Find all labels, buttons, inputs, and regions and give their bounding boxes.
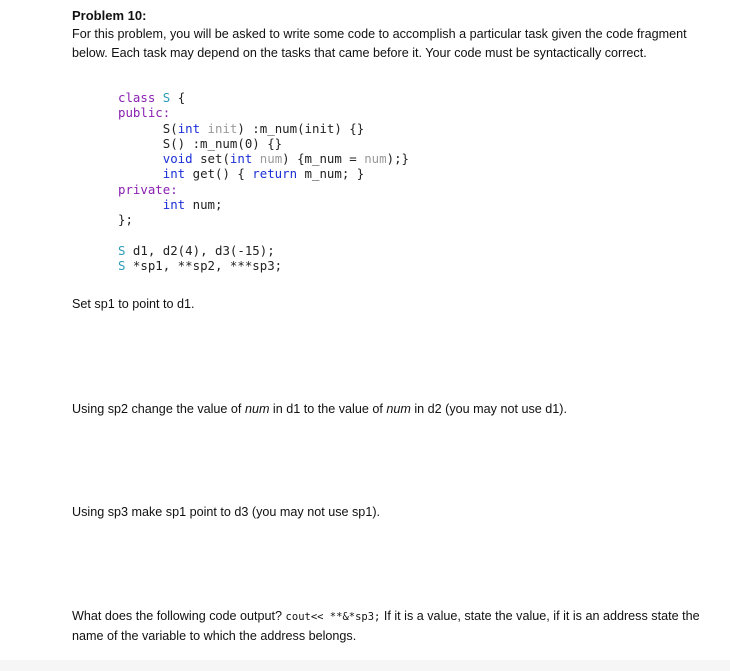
question-3: Using sp3 make sp1 point to d3 (you may not use sp1). (72, 505, 381, 519)
bottom-strip (0, 660, 730, 671)
code-text: { (170, 90, 186, 105)
code-class-name: S (118, 258, 126, 274)
code-text: set( (192, 151, 230, 167)
code-class-name: S (118, 242, 126, 258)
code-type: int (162, 197, 186, 213)
inline-code: cout<< **&*sp3; (285, 611, 381, 623)
problem-intro: For this problem, you will be asked to write some code to accomplish a particular task given the code fragment below. Each task may depend on the tasks that came before it. Your code must be syntactically correct. (72, 27, 687, 60)
question-text: Using sp2 change the value of (72, 402, 245, 416)
code-text: ) :m_num(init) {} (237, 120, 365, 136)
code-text: d1, d2(4), d3(-15); (125, 242, 275, 258)
code-class-name: S (162, 90, 171, 105)
question-2 (72, 400, 567, 419)
code-text: get() { (185, 166, 253, 182)
question-text: If it is a value, state the value, if it is an address state the name of the variable to which the address belongs. (72, 609, 700, 643)
code-text: }; (118, 212, 133, 228)
code-text: m_num; } (297, 166, 365, 182)
code-access-public: public: (118, 105, 171, 121)
code-text: S( (162, 120, 178, 136)
code-text: ) {m_num = (282, 151, 365, 167)
code-param: num (364, 151, 387, 167)
code-param: init (200, 120, 238, 136)
code-type: int (162, 166, 186, 182)
question-text: in d2 (you may not use d1). (410, 402, 567, 416)
problem-title: Problem 10: (72, 8, 147, 23)
code-text: num; (185, 197, 223, 213)
code-text: S() :m_num(0) {} (118, 135, 283, 151)
code-type: void (162, 151, 193, 167)
code-keyword: class (118, 90, 156, 105)
question-1: Set sp1 to point to d1. (72, 297, 195, 311)
question-4 (72, 607, 702, 646)
code-keyword: return (252, 166, 298, 182)
code-text: *sp1, **sp2, ***sp3; (125, 258, 283, 274)
code-type: int (229, 151, 253, 167)
question-emphasis: num (386, 402, 411, 416)
question-emphasis: num (244, 402, 270, 416)
code-param: num (252, 151, 283, 167)
code-text: );} (386, 151, 409, 167)
question-text: What does the following code output? (72, 609, 286, 623)
code-access-private: private: (118, 181, 178, 197)
code-fragment (118, 90, 409, 274)
code-type: int (177, 120, 201, 136)
question-text: in d1 to the value of (269, 402, 387, 416)
